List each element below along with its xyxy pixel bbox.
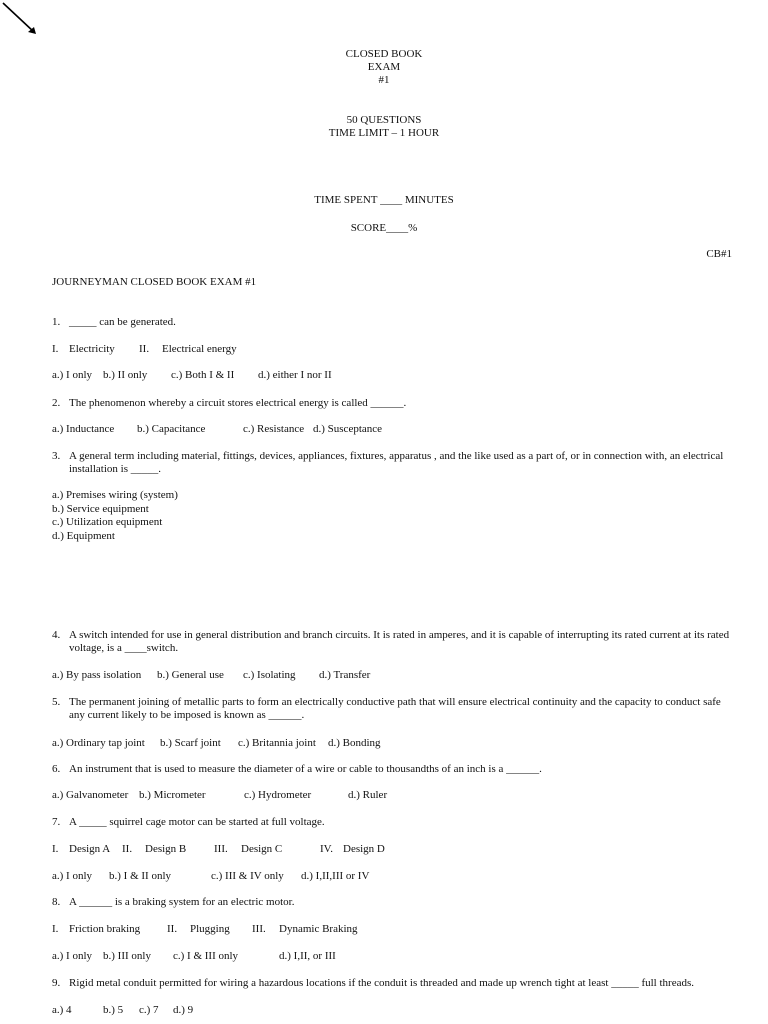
corner-arrow-icon	[0, 0, 40, 40]
header-question-count: 50 QUESTIONS	[346, 114, 422, 126]
question-number: 2.	[52, 397, 61, 409]
question-number: 8.	[52, 896, 61, 908]
header-line-exam: EXAM	[367, 61, 401, 73]
answer-option-a[interactable]: a.) By pass isolation	[52, 669, 142, 681]
answer-option-a[interactable]: a.) Inductance	[52, 423, 115, 435]
roman-item: Design C	[241, 843, 283, 855]
roman-numeral: III.	[252, 923, 266, 935]
answer-option-d[interactable]: d.) either I nor II	[258, 369, 332, 381]
roman-numeral: I.	[52, 343, 59, 355]
answer-option-a[interactable]: a.) Premises wiring (system)	[52, 489, 178, 501]
question-number: 3.	[52, 450, 61, 462]
roman-numeral: I.	[52, 923, 59, 935]
score-field: SCORE____%	[350, 222, 418, 234]
answer-option-b[interactable]: b.) 5	[103, 1004, 124, 1016]
roman-item: Plugging	[190, 923, 230, 935]
question-text: An instrument that is used to measure the diameter of a wire or cable to thousandths of an inch is a ______.	[69, 763, 542, 775]
question-number: 9.	[52, 977, 61, 989]
answer-option-c[interactable]: c.) III & IV only	[211, 870, 284, 882]
roman-item: Design B	[145, 843, 187, 855]
question-number: 7.	[52, 816, 61, 828]
answer-option-c[interactable]: c.) I & III only	[173, 950, 239, 962]
answer-option-a[interactable]: a.) I only	[52, 870, 93, 882]
question-text: A general term including material, fittings, devices, appliances, fixtures, apparatus , and the like used as a part of, or in connection with, an electrical installation is _____.	[69, 450, 724, 475]
roman-item: Design D	[343, 843, 385, 855]
answer-option-d[interactable]: d.) 9	[173, 1004, 194, 1016]
answer-option-d[interactable]: d.) Ruler	[348, 789, 388, 801]
answer-option-b[interactable]: b.) Scarf joint	[160, 737, 221, 749]
answer-option-a[interactable]: a.) Ordinary tap joint	[52, 737, 145, 749]
answer-option-c[interactable]: c.) 7	[139, 1004, 159, 1016]
answer-option-b[interactable]: b.) III only	[103, 950, 151, 962]
roman-item: Friction braking	[69, 923, 141, 935]
answer-option-c[interactable]: c.) Utilization equipment	[52, 516, 163, 528]
header-line-number: #1	[378, 74, 390, 86]
time-spent-field: TIME SPENT ____ MINUTES	[314, 194, 454, 206]
roman-numeral: II.	[122, 843, 133, 855]
answer-option-d[interactable]: d.) Bonding	[328, 737, 381, 749]
question-number: 4.	[52, 629, 61, 641]
exam-code: CB#1	[706, 248, 732, 260]
question-text: A _____ squirrel cage motor can be started at full voltage.	[69, 816, 325, 828]
answer-option-b[interactable]: b.) II only	[103, 369, 148, 381]
answer-option-d[interactable]: d.) Transfer	[319, 669, 371, 681]
answer-option-d[interactable]: d.) I,II, or III	[279, 950, 336, 962]
roman-numeral: II.	[139, 343, 150, 355]
answer-option-b[interactable]: b.) Capacitance	[137, 423, 206, 435]
roman-numeral: II.	[167, 923, 178, 935]
question-text: _____ can be generated.	[69, 316, 176, 328]
answer-option-d[interactable]: d.) I,II,III or IV	[301, 870, 370, 882]
roman-item: Design A	[69, 843, 111, 855]
answer-option-d[interactable]: d.) Susceptance	[313, 423, 383, 435]
question-number: 5.	[52, 696, 61, 708]
answer-option-b[interactable]: b.) I & II only	[109, 870, 172, 882]
roman-numeral: I.	[52, 843, 59, 855]
answer-option-b[interactable]: b.) General use	[157, 669, 224, 681]
header-line-closed-book: CLOSED BOOK	[345, 48, 423, 60]
answer-option-c[interactable]: c.) Resistance	[243, 423, 305, 435]
roman-numeral: III.	[214, 843, 228, 855]
question-text: A switch intended for use in general distribution and branch circuits. It is rated in amperes, and it is capable of interrupting its rated current at its rated voltage, is a ____switch.	[69, 629, 730, 654]
exam-title: JOURNEYMAN CLOSED BOOK EXAM #1	[52, 276, 257, 288]
question-text: A ______ is a braking system for an electric motor.	[69, 896, 295, 908]
question-number: 1.	[52, 316, 61, 328]
roman-item: Dynamic Braking	[279, 923, 358, 935]
answer-option-c[interactable]: c.) Isolating	[243, 669, 296, 681]
question-text: Rigid metal conduit permitted for wiring a hazardous locations if the conduit is threaded and made up wrench tight at least _____ full threads.	[69, 977, 694, 989]
answer-option-b[interactable]: b.) Micrometer	[139, 789, 206, 801]
roman-item: Electricity	[69, 343, 115, 355]
roman-numeral: IV.	[320, 843, 333, 855]
answer-option-c[interactable]: c.) Hydrometer	[244, 789, 312, 801]
answer-option-a[interactable]: a.) I only	[52, 369, 93, 381]
answer-option-c[interactable]: c.) Britannia joint	[238, 737, 316, 749]
answer-option-d[interactable]: d.) Equipment	[52, 530, 115, 542]
header-time-limit: TIME LIMIT – 1 HOUR	[328, 127, 440, 139]
question-number: 6.	[52, 763, 61, 775]
answer-option-b[interactable]: b.) Service equipment	[52, 503, 149, 515]
question-text: The permanent joining of metallic parts to form an electrically conductive path that will ensure electrical continuity and the capacity to conduct safe any current likely to be imposed is known as ______.	[69, 696, 721, 721]
answer-option-a[interactable]: a.) Galvanometer	[52, 789, 129, 801]
question-text: The phenomenon whereby a circuit stores electrical energy is called ______.	[69, 397, 407, 409]
answer-option-a[interactable]: a.) 4	[52, 1004, 72, 1016]
roman-item: Electrical energy	[162, 343, 237, 355]
answer-option-a[interactable]: a.) I only	[52, 950, 93, 962]
answer-option-c[interactable]: c.) Both I & II	[171, 369, 235, 381]
